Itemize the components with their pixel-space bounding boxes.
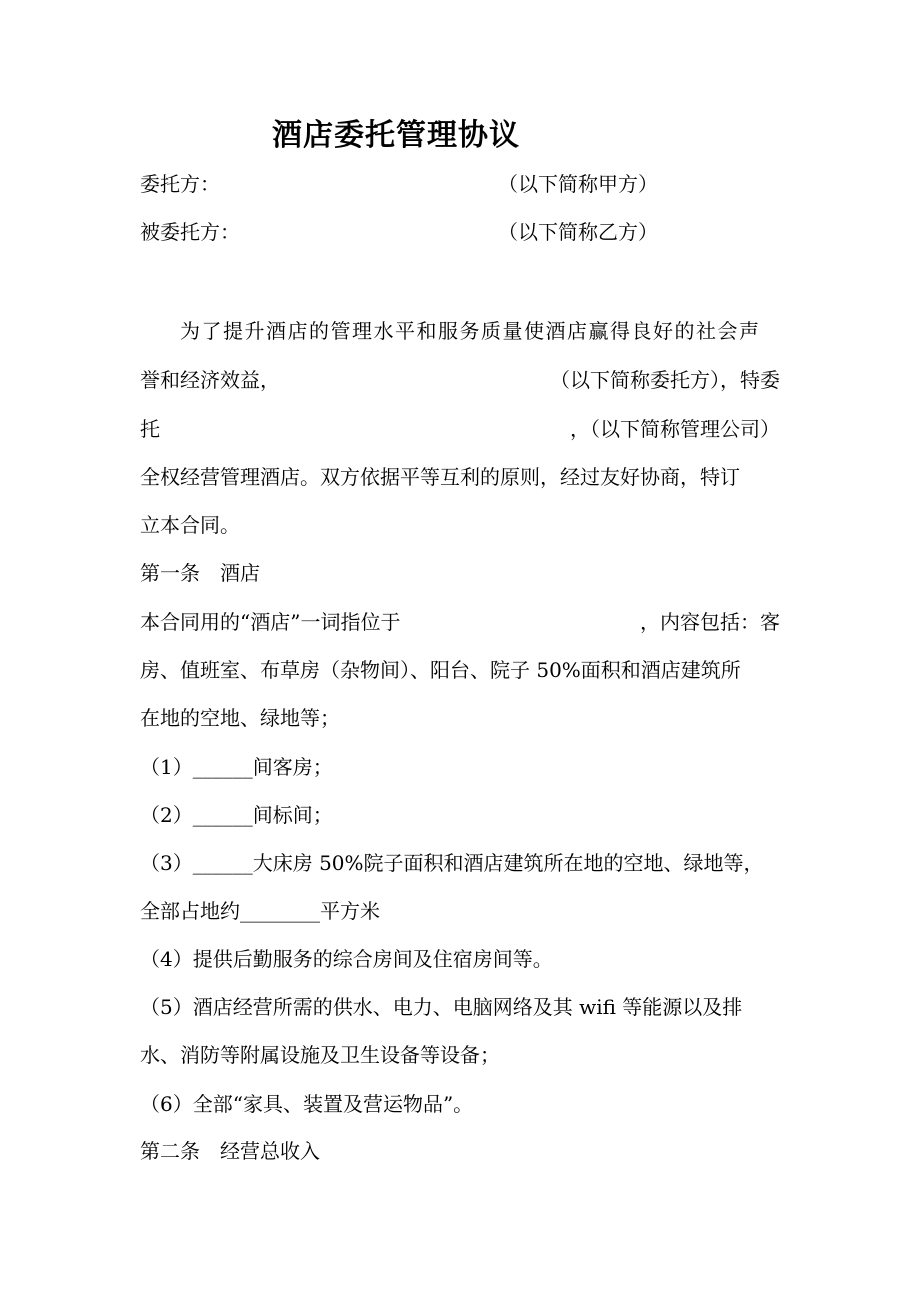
article-1-heading: 第一条 酒店: [140, 561, 260, 585]
party-a-note: （以下简称甲方）: [498, 172, 658, 196]
article-1-item-6: （6）全部“家具、装置及营运物品”。: [140, 1092, 474, 1116]
party-a-label: 委托方：: [140, 172, 220, 196]
article-1-para-line-1-end: ，内容包括：客: [640, 610, 780, 634]
intro-line-3: [140, 415, 780, 443]
party-b-note: （以下简称乙方）: [498, 220, 658, 244]
article-1-para-line-1-start: 本合同用的“酒店”一词指位于: [140, 610, 401, 634]
article-1-item-5-line-2: 水、消防等附属设施及卫生设备等设备；: [140, 1043, 500, 1067]
article-1-item-4: （4）提供后勤服务的综合房间及住宿房间等。: [140, 947, 553, 971]
intro-line-5: 立本合同。: [140, 513, 240, 537]
intro-line-4: 全权经营管理酒店。双方依据平等互利的原则，经过友好协商，特订: [140, 465, 740, 489]
article-1-item-3-line-1: （3）______大床房 50%院子面积和酒店建筑所在地的空地、绿地等，: [140, 851, 764, 875]
article-1-item-3-line-2: 全部占地约________平方米: [140, 899, 380, 923]
party-b-label: 被委托方：: [140, 220, 240, 244]
article-1-item-5-line-1: （5）酒店经营所需的供水、电力、电脑网络及其 wifi 等能源以及排: [140, 995, 743, 1019]
article-1-item-1: （1）______间客房；: [140, 755, 333, 779]
article-1-para-line-1: [140, 608, 780, 636]
article-2-heading: 第二条 经营总收入: [140, 1139, 320, 1163]
intro-line-2: [140, 366, 780, 394]
article-1-para-line-3: 在地的空地、绿地等；: [140, 706, 340, 730]
intro-line-3-end: ，（以下简称管理公司）: [570, 417, 780, 441]
article-1-item-2: （2）______间标间；: [140, 803, 333, 827]
article-1-para-line-2: 房、值班室、布草房（杂物间）、阳台、院子 50%面积和酒店建筑所: [140, 658, 741, 682]
intro-line-3-start: 托: [140, 417, 160, 441]
document-title: 酒店委托管理协议: [272, 118, 520, 153]
intro-line-1: 为了提升酒店的管理水平和服务质量使酒店赢得良好的社会声: [180, 319, 761, 343]
intro-line-2-start: 誉和经济效益，: [140, 368, 280, 392]
intro-line-2-end: （以下简称委托方），特委: [550, 368, 780, 392]
